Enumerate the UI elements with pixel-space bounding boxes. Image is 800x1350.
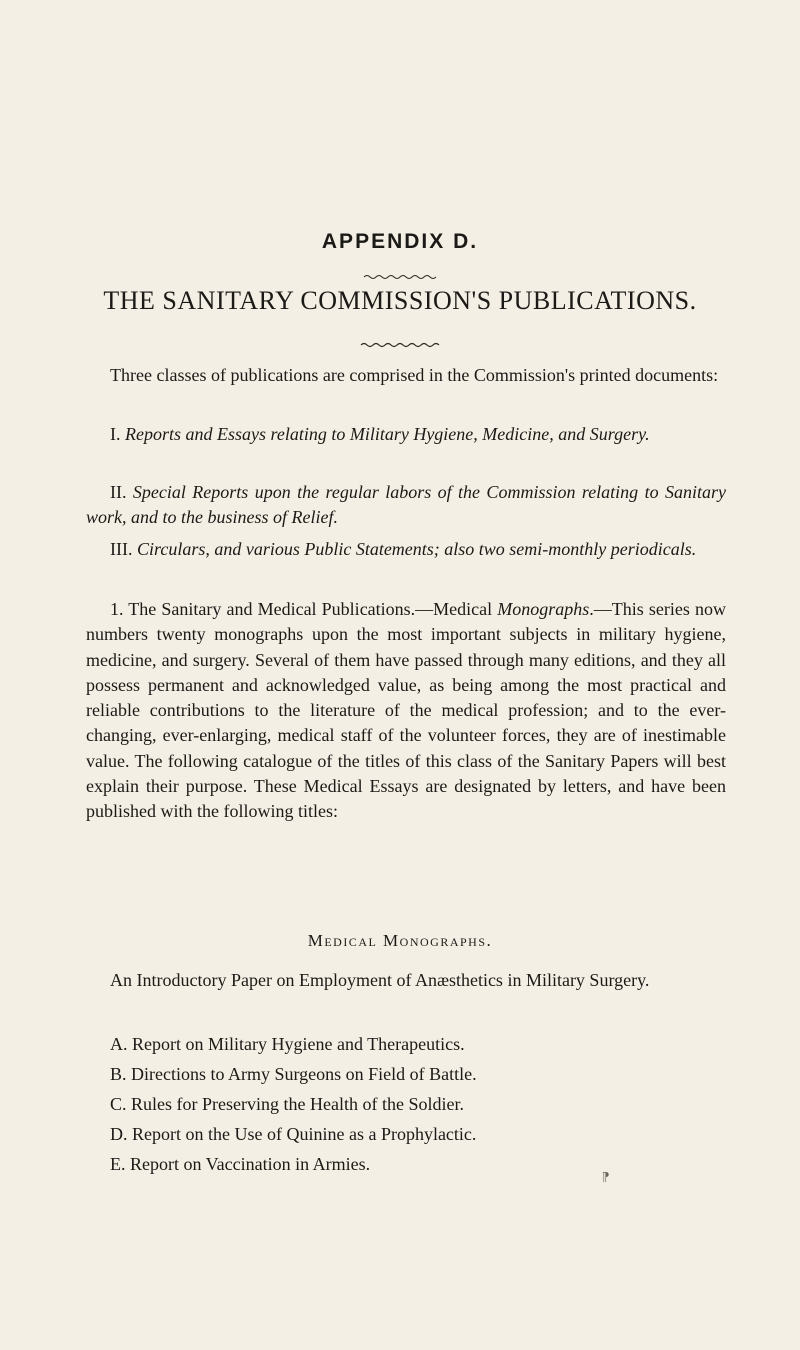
publication-class-1	[86, 422, 726, 447]
class-description: Special Reports upon the regular labors of the Commission relating to Sanitary work, and to the business of Relief.	[86, 482, 726, 527]
publication-class-3	[86, 537, 726, 562]
wavy-rule-ornament	[0, 336, 800, 354]
monograph-title: Directions to Army Surgeons on Field of Battle.	[131, 1064, 477, 1084]
monograph-letter: B.	[110, 1064, 127, 1084]
monograph-letter: E.	[110, 1154, 126, 1174]
publication-class-2	[86, 480, 726, 530]
intro-paragraph: Three classes of publications are comprised in the Commission's printed documents:	[110, 365, 719, 385]
paragraph-italic-term: Monographs	[497, 599, 590, 619]
appendix-heading: APPENDIX D.	[321, 230, 479, 253]
list-item	[110, 1119, 730, 1149]
list-item	[110, 1059, 730, 1089]
wavy-rule-ornament	[0, 268, 800, 286]
class-description: Circulars, and various Public Statements; also two semi-monthly periodicals.	[136, 539, 697, 559]
class-number: I.	[110, 424, 121, 444]
medical-publications-paragraph	[86, 597, 726, 825]
list-item	[110, 1149, 730, 1179]
paragraph-lead: 1. The Sanitary and Medical Publications.—Medical	[110, 599, 498, 619]
class-description: Reports and Essays relating to Military Hygiene, Medicine, and Surgery.	[125, 424, 650, 444]
class-number: III.	[110, 539, 133, 559]
monograph-title: Report on the Use of Quinine as a Prophylactic.	[132, 1124, 477, 1144]
stray-print-mark: ⁋	[602, 1170, 610, 1184]
monograph-letter: A.	[110, 1034, 128, 1054]
list-item	[110, 1029, 730, 1059]
class-number: II.	[110, 482, 127, 502]
monographs-heading: Medical Monographs.	[307, 931, 493, 950]
monograph-title: Rules for Preserving the Health of the Soldier.	[131, 1094, 464, 1114]
introductory-paper-entry: An Introductory Paper on Employment of Anæsthetics in Military Surgery.	[110, 970, 650, 990]
page-title: THE SANITARY COMMISSION'S PUBLICATIONS.	[103, 286, 697, 315]
list-item	[110, 1089, 730, 1119]
monograph-title: Report on Vaccination in Armies.	[130, 1154, 371, 1174]
monograph-letter: D.	[110, 1124, 128, 1144]
monograph-list	[110, 1029, 730, 1179]
monograph-letter: C.	[110, 1094, 127, 1114]
monograph-title: Report on Military Hygiene and Therapeutics.	[132, 1034, 465, 1054]
paragraph-body: .—This series now numbers twenty monographs upon the most important subjects in military hygiene, medicine, and surgery. Several of them have passed through many editions, and they all possess permanent and acknowledged value, as being among the most practical and reliable contributions to the literature of the medical profession; and to the ever-changing, ever-enlarging, medical staff of the volunteer forces, they are of inestimable value. The following catalogue of the titles of this class of the Sanitary Papers will best explain their purpose. These Medical Essays are designated by letters, and have been published with the following titles:	[86, 599, 726, 822]
